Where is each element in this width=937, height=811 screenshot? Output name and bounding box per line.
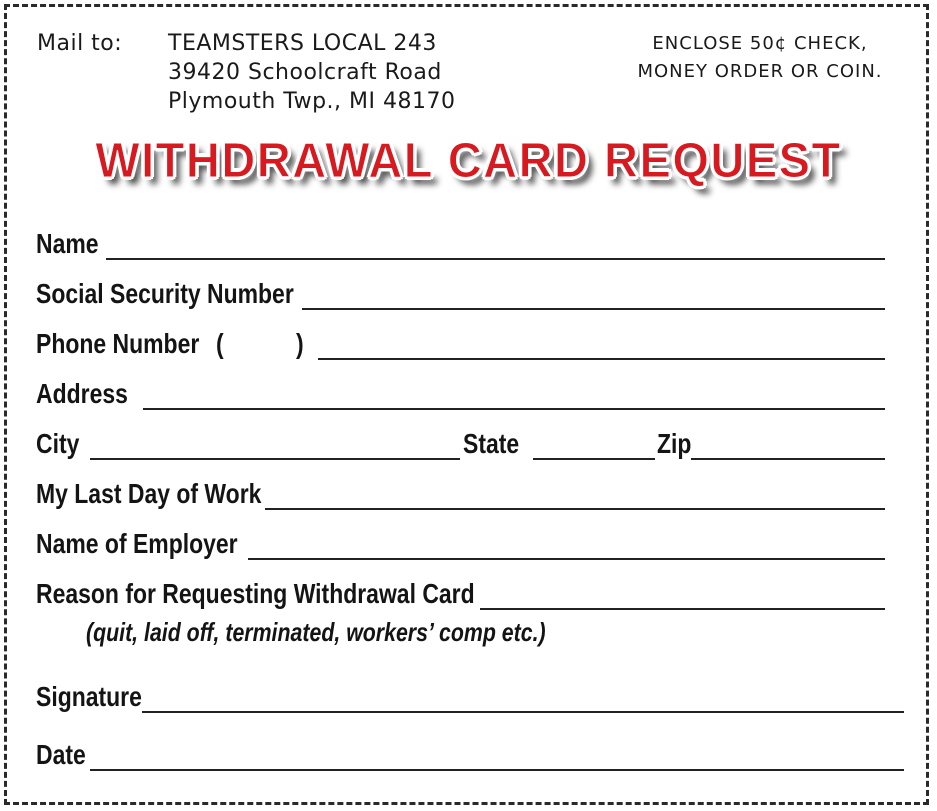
zip-label: Zip (657, 428, 692, 459)
name-field[interactable] (106, 258, 885, 260)
mail-to-label: Mail to: (37, 31, 123, 56)
phone-area-code-field[interactable] (226, 358, 294, 360)
date-field[interactable] (90, 769, 904, 771)
enclose-note-line-1: ENCLOSE 50¢ CHECK, (652, 33, 868, 54)
address-field[interactable] (143, 408, 885, 410)
employer-label: Name of Employer (36, 528, 238, 559)
city-label: City (36, 428, 80, 459)
state-label: State (463, 428, 520, 459)
enclose-note-line-2: MONEY ORDER OR COIN. (637, 61, 883, 82)
ssn-label: Social Security Number (36, 278, 294, 309)
address-label: Address (36, 378, 128, 409)
last-day-field[interactable] (265, 508, 885, 510)
coupon-border (4, 4, 929, 805)
reason-label: Reason for Requesting Withdrawal Card (36, 578, 475, 609)
ssn-field[interactable] (302, 308, 885, 310)
mail-address-line-2: 39420 Schoolcraft Road (168, 60, 442, 85)
name-label: Name (36, 228, 99, 259)
employer-field[interactable] (248, 558, 885, 560)
phone-close-paren: ) (296, 328, 304, 359)
state-field[interactable] (533, 458, 655, 460)
phone-label: Phone Number (36, 328, 200, 359)
city-field[interactable] (90, 458, 460, 460)
enclose-note (615, 30, 905, 86)
phone-number-field[interactable] (318, 358, 885, 360)
mail-address-line-1: TEAMSTERS LOCAL 243 (168, 31, 437, 56)
reason-field[interactable] (480, 608, 885, 610)
date-label: Date (36, 739, 86, 770)
form-title: WITHDRAWAL CARD REQUEST (95, 131, 842, 188)
mail-address-line-3: Plymouth Twp., MI 48170 (168, 89, 456, 114)
reason-hint: (quit, laid off, terminated, workers’ comp etc.) (86, 617, 546, 647)
signature-field[interactable] (142, 711, 904, 713)
signature-label: Signature (36, 681, 142, 712)
last-day-label: My Last Day of Work (36, 478, 262, 509)
zip-field[interactable] (691, 458, 885, 460)
phone-open-paren: ( (216, 328, 224, 359)
